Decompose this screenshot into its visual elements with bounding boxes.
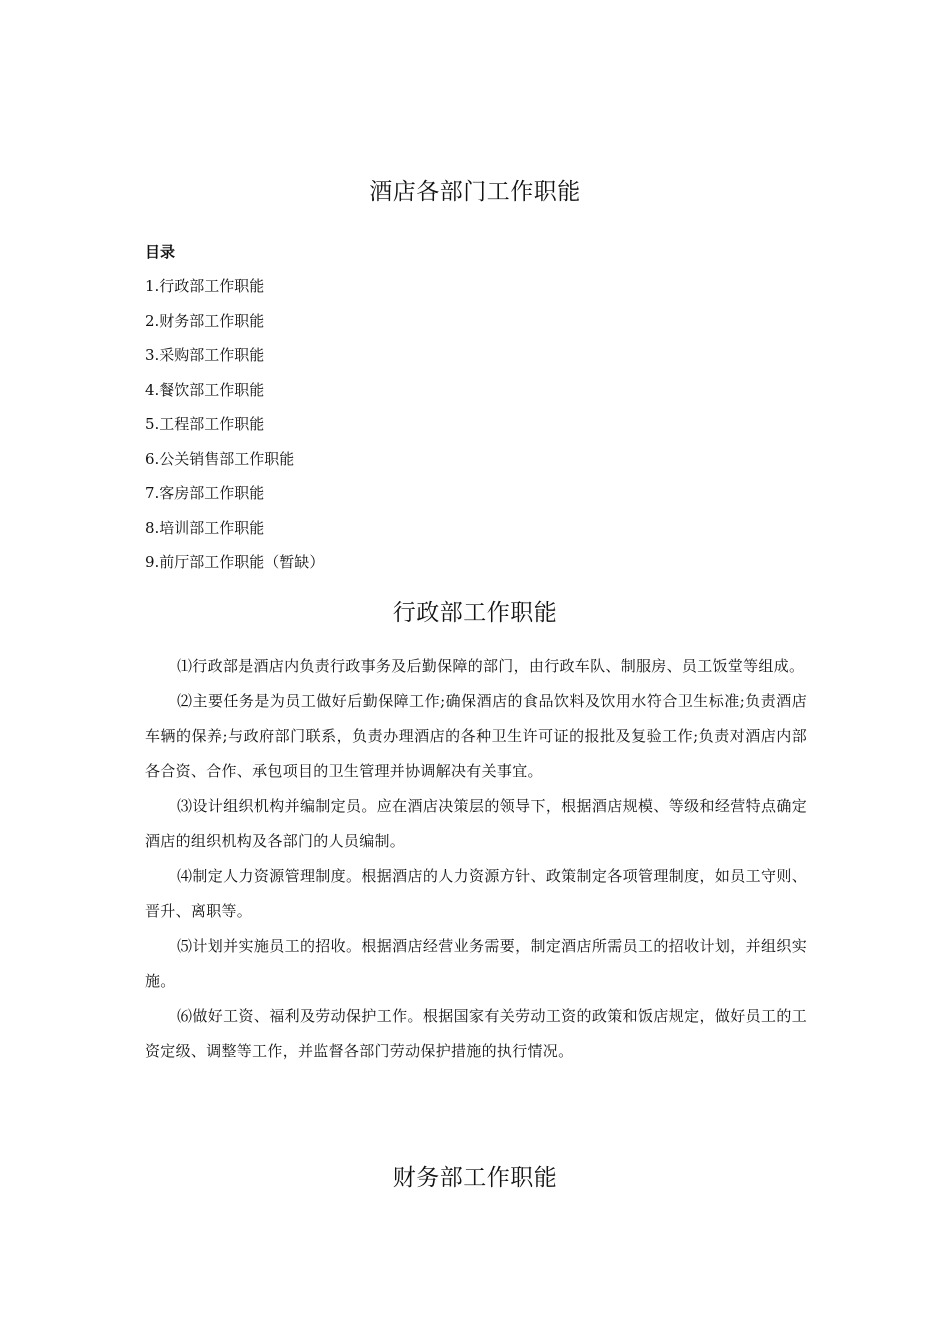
section-title-finance: 财务部工作职能 [392,1165,558,1191]
section-body-admin [145,649,807,1069]
toc-item: 5.工程部工作职能 [145,415,265,433]
document-title: 酒店各部门工作职能 [369,179,581,205]
toc-item: 7.客房部工作职能 [145,484,265,502]
table-of-contents [145,276,324,587]
toc-item: 8.培训部工作职能 [145,518,265,537]
paragraph: ⑴行政部是酒店内负责行政事务及后勤保障的部门，由行政车队、制服房、员工饭堂等组成。 [177,657,805,675]
toc-item: 3.采购部工作职能 [145,346,265,364]
toc-heading: 目录 [145,243,176,261]
section-title-admin: 行政部工作职能 [392,600,558,626]
paragraph: ⑸计划并实施员工的招收。根据酒店经营业务需要，制定酒店所需员工的招收计划，并组织实施。 [145,937,807,990]
toc-item: 4.餐饮部工作职能 [145,380,265,399]
paragraph: ⑹做好工资、福利及劳动保护工作。根据国家有关劳动工资的政策和饭店规定，做好员工的工资定级、调整等工作，并监督各部门劳动保护措施的执行情况。 [145,1007,807,1060]
toc-item: 1.行政部工作职能 [145,277,265,295]
paragraph: ⑵主要任务是为员工做好后勤保障工作;确保酒店的食品饮料及饮用水符合卫生标准;负责酒店车辆的保养;与政府部门联系，负责办理酒店的各种卫生许可证的报批及复验工作;负责对酒店内部各合资、合作、承包项目的卫生管理并协调解决有关事宜。 [145,692,807,780]
toc-item: 2.财务部工作职能 [145,311,265,330]
paragraph: ⑷制定人力资源管理制度。根据酒店的人力资源方针、政策制定各项管理制度，如员工守则、晋升、离职等。 [145,867,807,920]
toc-item: 9.前厅部工作职能（暂缺） [145,553,325,571]
paragraph: ⑶设计组织机构并编制定员。应在酒店决策层的领导下，根据酒店规模、等级和经营特点确定酒店的组织机构及各部门的人员编制。 [145,797,807,850]
toc-item: 6.公关销售部工作职能 [145,449,295,468]
